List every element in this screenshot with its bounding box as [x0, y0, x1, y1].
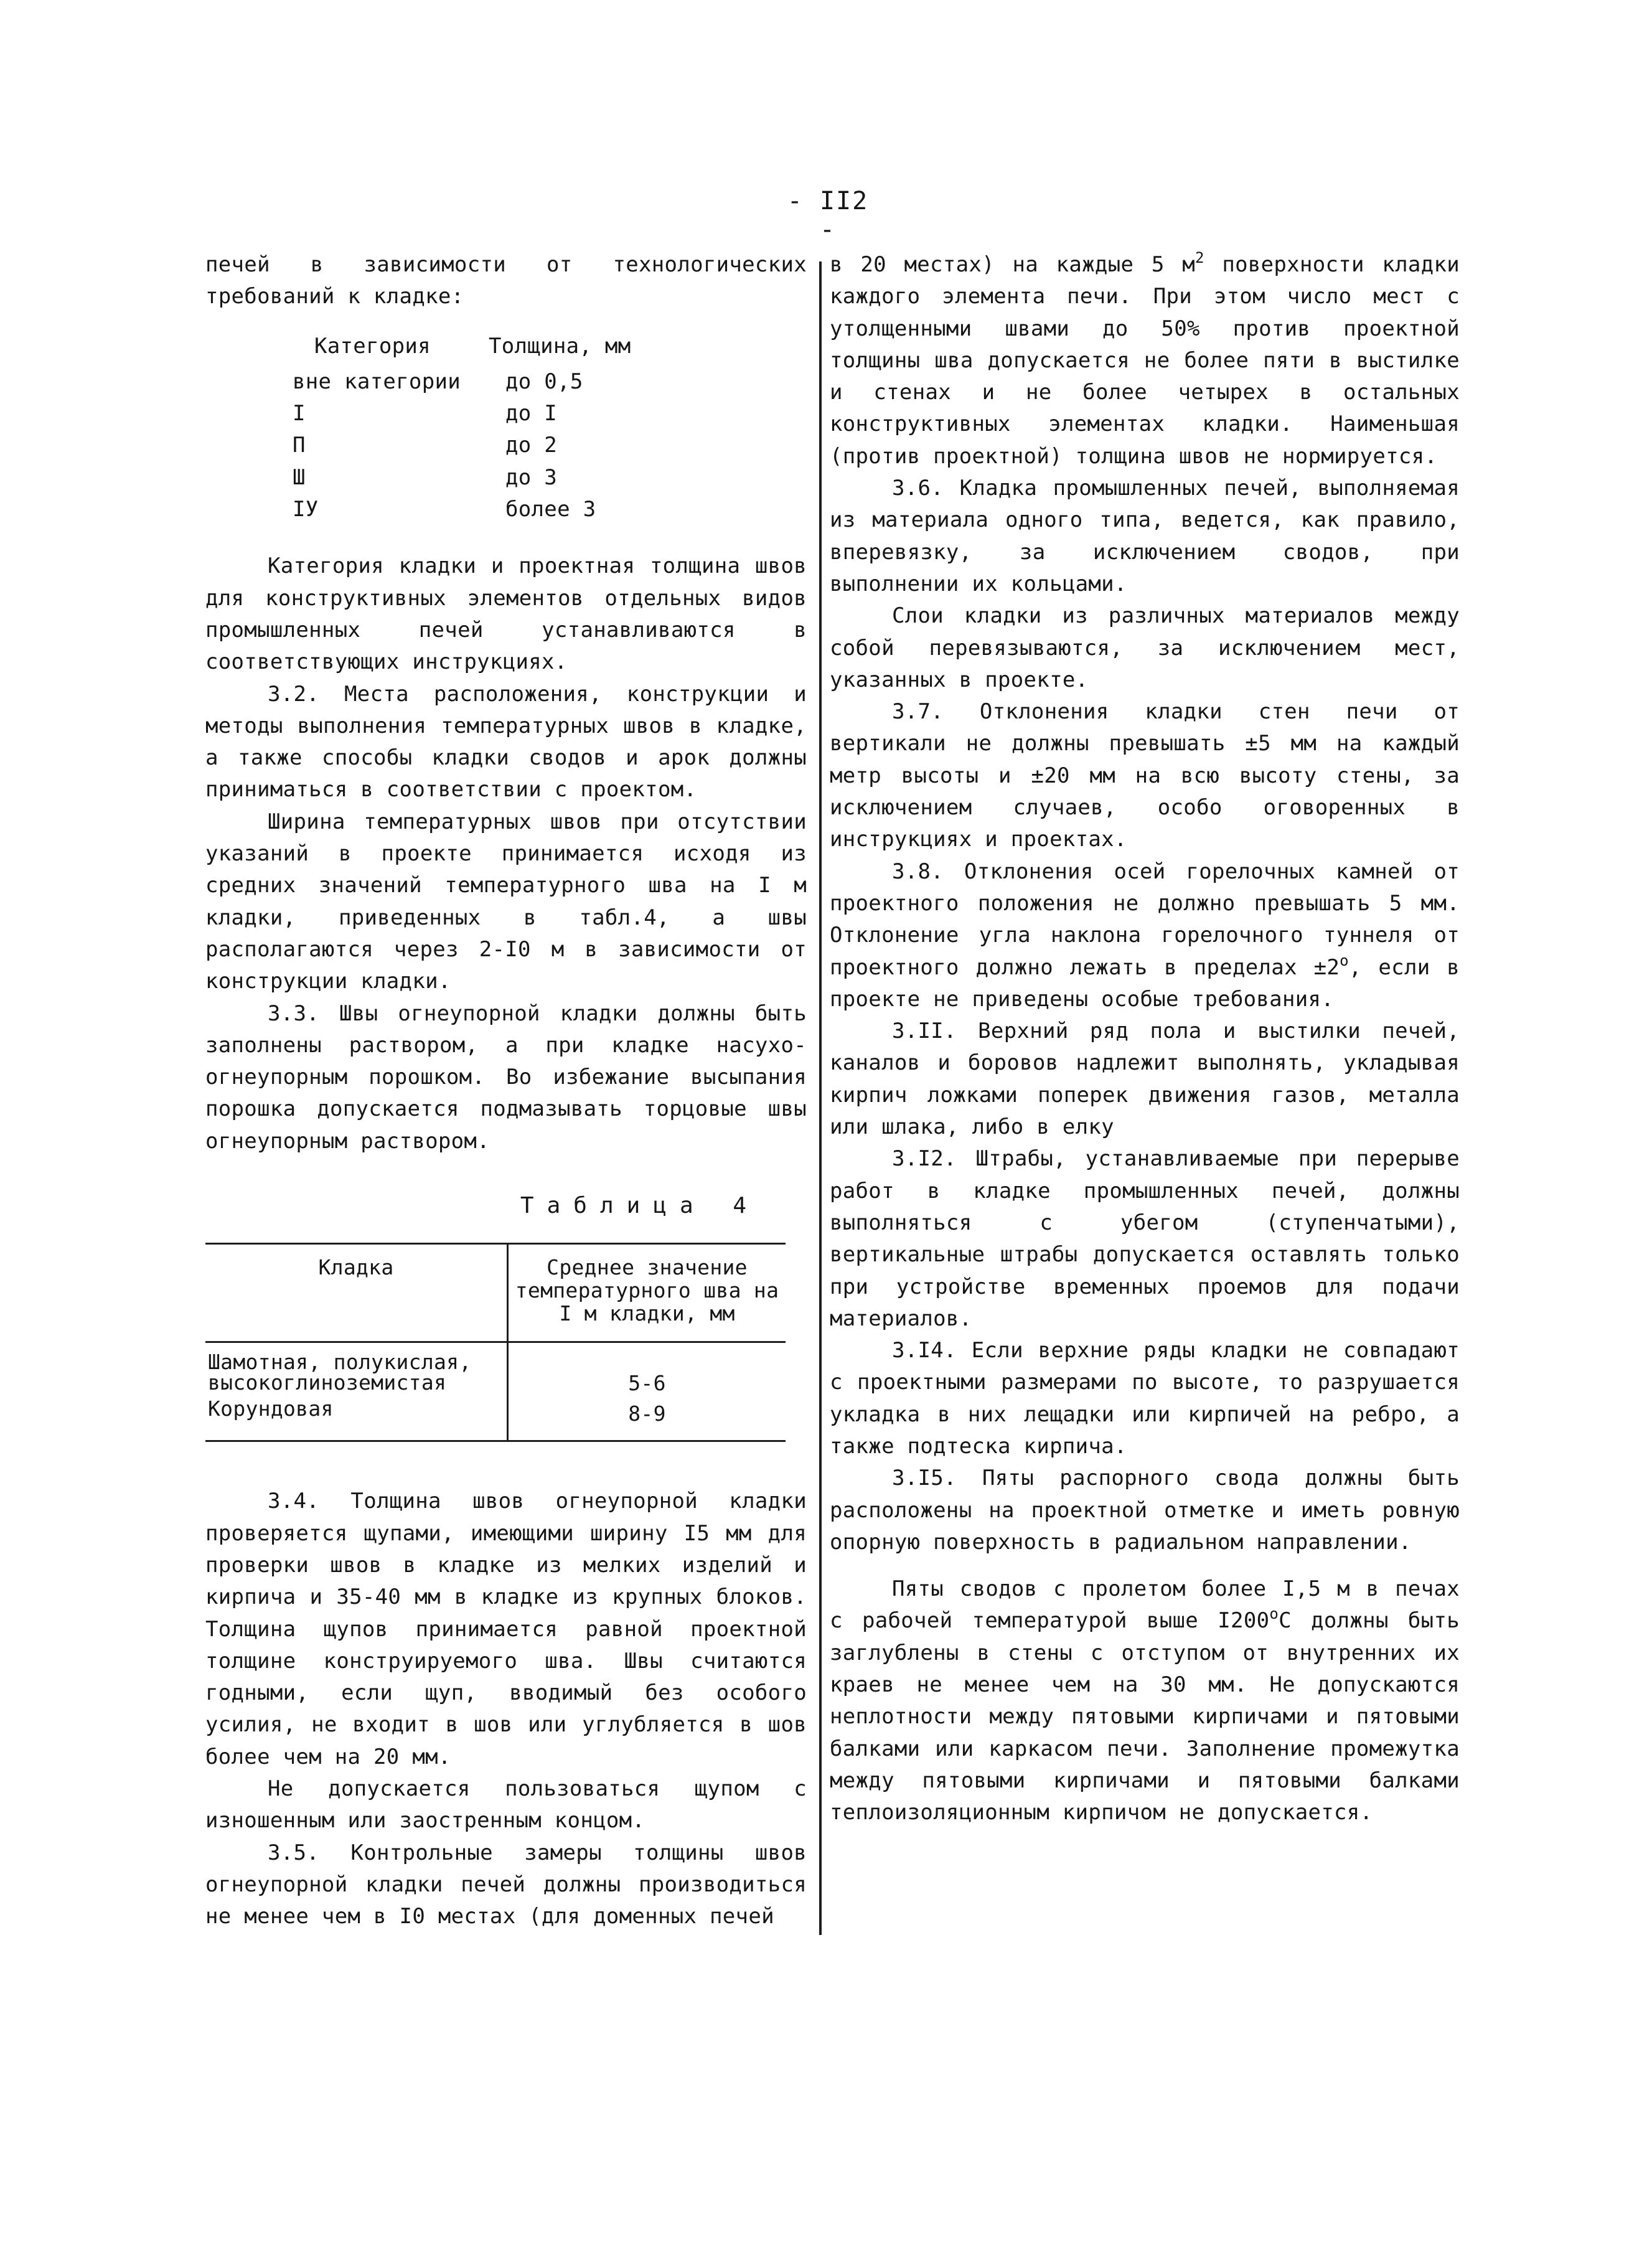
- table-caption: Таблица 4: [520, 1193, 759, 1219]
- category-header: Категория: [314, 333, 431, 359]
- category-row: [205, 366, 807, 398]
- paragraph-heels: [830, 1573, 1460, 1829]
- paragraph-3-6: 3.6. Кладка промышленных печей, выполняемая из материала одного типа, ведется, как правило, вперевязку, за исключением сводов, при выполнении их кольцами.: [830, 476, 1460, 596]
- paragraph-3-14: 3.I4. Если верхние ряды кладки не совпадают с проектными размерами по высоте, то разрушается укладка в них лещадки или кирпичей на ребро, а также подтеска кирпича.: [830, 1338, 1460, 1459]
- column-header-masonry: Кладка: [205, 1244, 508, 1342]
- paragraph-3-5: 3.5. Контрольные замеры толщины швов огнеупорной кладки печей должны производиться не менее чем в I0 местах (для доменных печей: [205, 1840, 807, 1929]
- table-cell-value: 5-6: [628, 1371, 666, 1396]
- superscript: o: [1269, 1605, 1279, 1623]
- left-column: [205, 249, 807, 1933]
- text-run: С должны быть заглублены в стены с отступом от внутренних их краев не менее чем на 30 мм. Не допускаются неплотности между пятовыми кирпичами и пятовыми балками или каркасом печи. Заполнение промежутка между пятовыми кирпичами и пятовыми балками теплоизоляционным кирпичом не допускается.: [830, 1608, 1460, 1825]
- category-thickness: до 0,5: [505, 369, 583, 394]
- table-cell-value: 8-9: [628, 1401, 666, 1426]
- paragraph-3-2: 3.2. Места расположения, конструкции и методы выполнения температурных швов в кладке, а также способы кладки сводов и арок должны приниматься в соответствии с проектом.: [205, 681, 807, 803]
- table-header-row: [205, 1244, 786, 1342]
- paragraph-3-5-continued: [830, 249, 1460, 473]
- page-number: - II2 -: [787, 187, 869, 244]
- paragraph-intro: печей в зависимости от технологических требований к кладке:: [205, 252, 807, 309]
- category-name: I: [293, 401, 306, 426]
- category-list-header: [205, 331, 807, 362]
- text-run: 3.8. Отклонения осей горелочных камней от проектного положения не должно превышать 5 мм. Отклонение угла наклона горелочного туннеля от проектного должно лежать в пределах ±2: [830, 859, 1460, 980]
- category-name: Ш: [293, 464, 306, 490]
- table-cell-masonry: Шамотная, полукислая, высокоглиноземистая: [205, 1342, 508, 1399]
- right-column: [830, 249, 1460, 1829]
- text-run: в 20 местах) на каждые 5 м: [830, 252, 1195, 277]
- category-row: [205, 462, 807, 494]
- category-row: [205, 430, 807, 461]
- table-row: [205, 1398, 786, 1441]
- text-run: поверхности кладки каждого элемента печи. При этом число мест с утолщенными швами до 50% против проектной толщины шва допускается не более пяти в выстилке и стенах и не более четырех в остальных конструктивных элементах кладки. Наименьшая (против проектной) толщина швов не нормируется.: [830, 252, 1460, 469]
- paragraph-joint-width: Ширина температурных швов при отсутствии указаний в проекте принимается исходя из средних значений температурного шва на I м кладки, приведенных в табл.4, а швы располагаются через 2-I0 м в зависимости от конструкции кладки.: [205, 809, 807, 994]
- paragraph-3-3: 3.3. Швы огнеупорной кладки должны быть заполнены раствором, а при кладке насухо-огнеупорным порошком. Во избежание высыпания порошка допускается подмазывать торцовые швы огнеупорным раствором.: [205, 1001, 807, 1154]
- table-4: [205, 1243, 786, 1442]
- category-row: [205, 494, 807, 525]
- paragraph-3-12: 3.I2. Штрабы, устанавливаемые при перерыве работ в кладке промышленных печей, должны выполняться с убегом (ступенчатыми), вертикальные штрабы допускается оставлять только при устройстве временных проемов для подачи материалов.: [830, 1146, 1460, 1331]
- table-cell-masonry: Корундовая: [205, 1398, 508, 1441]
- paragraph-3-4: 3.4. Толщина швов огнеупорной кладки проверяется щупами, имеющими ширину I5 мм для проверки швов в кладке из мелких изделий и кирпича и 35-40 мм в кладке из крупных блоков. Толщина щупов принимается равной проектной толщине конструируемого шва. Швы считаются годными, если щуп, вводимый без особого усилия, не входит в шов или углубляется в шов более чем на 20 мм.: [205, 1489, 807, 1769]
- paragraph-3-7: 3.7. Отклонения кладки стен печи от вертикали не должны превышать ±5 мм на каждый метр высоты и ±20 мм на всю высоту стены, за исключением случаев, особо оговоренных в инструкциях и проектах.: [830, 699, 1460, 852]
- paragraph-3-8: [830, 856, 1460, 1015]
- paragraph-3-11: 3.II. Верхний ряд пола и выстилки печей, каналов и боровов надлежит выполнять, укладывая кирпич ложками поперек движения газов, металла или шлака, либо в елку: [830, 1019, 1460, 1140]
- text-run: Пяты сводов с пролетом более I,5 м в печах с рабочей температурой выше I200: [830, 1576, 1460, 1634]
- superscript: 2: [1194, 249, 1204, 266]
- category-row: [205, 398, 807, 430]
- thickness-header: Толщина, мм: [489, 333, 631, 359]
- paragraph-category-note: Категория кладки и проектная толщина швов для конструктивных элементов отдельных видов промышленных печей устанавливаются в соответствующих инструкциях.: [205, 553, 807, 675]
- category-thickness: более 3: [505, 497, 596, 522]
- category-thickness: до I: [505, 401, 558, 426]
- superscript: o: [1340, 951, 1349, 969]
- paragraph-3-15: 3.I5. Пяты распорного свода должны быть расположены на проектной отметке и иметь ровную опорную поверхность в радиальном направлении.: [830, 1466, 1460, 1555]
- category-thickness: до 3: [505, 464, 558, 490]
- category-list: [205, 331, 807, 526]
- column-divider: [819, 261, 822, 1935]
- category-name: вне категории: [293, 369, 461, 394]
- paragraph-layers: Слои кладки из различных материалов между собой перевязываются, за исключением мест, указанных в проекте.: [830, 603, 1460, 692]
- category-thickness: до 2: [505, 433, 558, 458]
- column-header-value: Среднее значение температурного шва на I м кладки, мм: [515, 1255, 779, 1326]
- category-name: П: [293, 433, 306, 458]
- table-row: [205, 1342, 786, 1399]
- paragraph-worn-probe: Не допускается пользоваться щупом с изношенным или заостренным концом.: [205, 1776, 807, 1834]
- category-name: IУ: [293, 497, 319, 522]
- text-run: , если в проекте не приведены особые требования.: [830, 954, 1460, 1012]
